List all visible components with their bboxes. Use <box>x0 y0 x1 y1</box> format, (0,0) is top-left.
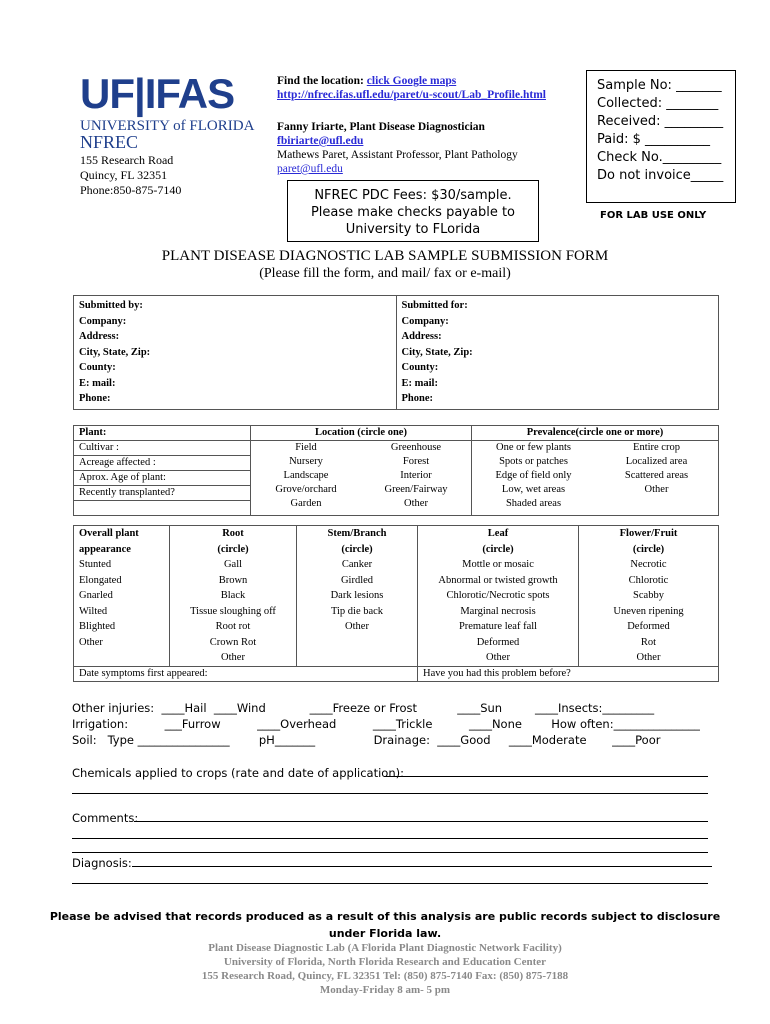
plant-info-table <box>73 425 719 516</box>
diagnosis-label: Diagnosis: <box>72 856 132 870</box>
find-label: Find the location: <box>277 75 364 87</box>
footer <box>0 941 770 997</box>
root-header: (circle) <box>217 543 249 555</box>
footer-line: Monday-Friday 8 am- 5 pm <box>319 984 451 996</box>
address-line: 155 Research Road <box>80 153 174 167</box>
date-symptoms-field[interactable] <box>74 666 418 681</box>
root-option[interactable]: Crown Rot <box>209 636 257 648</box>
fees-line: University to FLorida <box>345 222 481 237</box>
overall-option[interactable]: Gnarled <box>79 590 113 601</box>
irrigation-line[interactable]: Irrigation: ___Furrow ____Overhead ____Trickle ____None How often:_______________ <box>72 717 700 731</box>
lab-profile-link[interactable]: http://nfrec.ifas.ufl.edu/paret/u-scout/Lab_Profile.html <box>277 89 546 101</box>
comments-input-line[interactable] <box>72 852 708 853</box>
unit-name: NFREC <box>80 132 139 152</box>
flower-header: (circle) <box>632 543 665 555</box>
fees-line: Please make checks payable to <box>310 205 516 220</box>
overall-option[interactable]: Wilted <box>79 605 108 617</box>
cultivar-field[interactable]: Cultivar : <box>74 441 250 456</box>
professor-email-link[interactable]: paret@ufl.edu <box>277 163 343 175</box>
leaf-header: Leaf <box>487 528 509 539</box>
soil-line[interactable]: Soil: Type ________________ pH_______ Drainage: ____Good ____Moderate ____Poor <box>72 733 661 747</box>
overall-column <box>74 526 170 667</box>
submitted-by-label: Submitted by: <box>79 300 143 311</box>
plant-fields-column <box>74 426 251 516</box>
address-label: Address: <box>401 331 442 342</box>
root-option[interactable]: Gall <box>223 559 243 570</box>
location-option[interactable]: Greenhouse <box>390 442 442 453</box>
leaf-option[interactable]: Chlorotic/Necrotic spots <box>446 590 550 601</box>
collected-field: Collected: ________ <box>597 96 719 111</box>
stem-option[interactable]: Other <box>345 621 369 632</box>
comments-input-line[interactable] <box>134 821 708 822</box>
email-label: E: mail: <box>401 377 438 389</box>
stem-option[interactable]: Canker <box>341 559 373 570</box>
public-records-notice <box>0 908 770 942</box>
stem-header: (circle) <box>341 543 373 555</box>
notice-line: under Florida law. <box>328 927 442 940</box>
overall-option[interactable]: Blighted <box>79 621 116 632</box>
form-title: PLANT DISEASE DIAGNOSTIC LAB SAMPLE SUBMISSION FORM <box>161 248 609 264</box>
contacts <box>277 120 518 176</box>
stem-column <box>297 526 418 667</box>
root-option[interactable]: Black <box>220 590 246 601</box>
stem-option[interactable]: Girdled <box>340 574 374 586</box>
flower-option[interactable]: Scabby <box>633 590 664 601</box>
symptoms-table <box>73 525 719 682</box>
flower-column <box>579 526 719 667</box>
footer-line: 155 Research Road, Quincy, FL 32351 Tel: (850) 875-7140 Fax: (850) 875-7188 <box>201 970 569 982</box>
diagnostician-email-link[interactable]: fbiriarte@ufl.edu <box>277 135 364 147</box>
phone-label: Phone: <box>401 393 433 404</box>
overall-header: Overall plant <box>79 528 139 539</box>
location-info <box>277 74 546 102</box>
diagnosis-input-line[interactable] <box>132 866 712 867</box>
company-label: Company: <box>79 315 127 327</box>
city-state-zip-label: City, State, Zip: <box>79 346 151 358</box>
flower-option[interactable]: Uneven ripening <box>613 605 684 617</box>
leaf-option[interactable]: Other <box>486 652 510 663</box>
professor-name: Mathews Paret, Assistant Professor, Plant Pathology <box>277 149 518 161</box>
address-line: Quincy, FL 32351 <box>80 168 168 182</box>
leaf-option[interactable]: Premature leaf fall <box>458 621 538 632</box>
diagnostician-name: Fanny Iriarte, Plant Disease Diagnostician <box>277 121 485 133</box>
flower-option[interactable]: Deformed <box>627 621 670 632</box>
footer-line: Plant Disease Diagnostic Lab (A Florida Plant Diagnostic Network Facility) <box>208 942 562 954</box>
root-column <box>170 526 297 667</box>
flower-option[interactable]: Chlorotic <box>628 574 669 586</box>
had-problem-label: Have you had this problem before? <box>423 667 571 679</box>
prevalence-option[interactable]: One or few plants <box>496 442 571 453</box>
location-option[interactable]: Field <box>295 442 317 453</box>
leaf-column <box>418 526 579 667</box>
chemicals-input-line[interactable] <box>72 793 708 794</box>
stem-option[interactable]: Dark lesions <box>330 590 384 601</box>
leaf-option[interactable]: Deformed <box>476 636 520 648</box>
prevalence-option[interactable]: Localized area <box>625 456 688 467</box>
had-problem-field[interactable] <box>418 666 719 681</box>
transplanted-field[interactable]: Recently transplanted? <box>74 486 250 501</box>
submitted-for-label: Submitted for: <box>401 300 468 311</box>
contact-table <box>73 295 719 410</box>
root-header: Root <box>222 528 244 539</box>
fees-box <box>287 180 539 242</box>
acreage-field[interactable]: Acreage affected : <box>74 456 250 471</box>
flower-header: Flower/Fruit <box>619 528 678 539</box>
prevalence-option[interactable]: Scattered areas <box>624 470 689 481</box>
injury-line[interactable]: Other injuries: ____Hail ____Wind ____Freeze or Frost ____Sun ____Insects:_________ <box>72 701 655 715</box>
fees-line: NFREC PDC Fees: $30/sample. <box>314 188 512 203</box>
location-option[interactable]: Nursery <box>289 456 323 467</box>
lab-address <box>80 153 181 198</box>
comments-label: Comments: <box>72 811 139 825</box>
form-subtitle: (Please fill the form, and mail/ fax or e-mail) <box>259 266 511 281</box>
flower-option[interactable]: Necrotic <box>630 559 667 570</box>
logo-university: UNIVERSITY of FLORIDA <box>80 118 255 134</box>
stem-option[interactable]: Tip die back <box>330 605 384 617</box>
prevalence-option[interactable]: Shaded areas <box>505 498 562 509</box>
flower-option[interactable]: Other <box>636 652 661 663</box>
paid-field: Paid: $ __________ <box>597 132 711 147</box>
prevalence-option[interactable]: Entire crop <box>633 442 680 453</box>
leaf-option[interactable]: Mottle or mosaic <box>462 559 534 570</box>
location-option[interactable]: Other <box>404 498 428 509</box>
google-maps-link[interactable]: click Google maps <box>366 75 457 87</box>
root-option[interactable]: Root rot <box>215 621 251 632</box>
chemicals-input-line[interactable] <box>384 776 708 777</box>
location-option[interactable]: Interior <box>400 470 432 481</box>
location-option[interactable]: Landscape <box>283 470 329 481</box>
prevalence-option[interactable]: Edge of field only <box>495 470 572 481</box>
county-label: County: <box>401 362 439 373</box>
prevalence-option[interactable]: Spots or patches <box>499 456 568 467</box>
leaf-option[interactable]: Marginal necrosis <box>460 605 536 617</box>
location-option[interactable]: Grove/orchard <box>275 484 337 495</box>
do-not-invoice-field: Do not invoice_____ <box>597 168 724 183</box>
submitted-by-column[interactable] <box>74 296 397 410</box>
flower-option[interactable]: Rot <box>640 636 657 648</box>
leaf-header: (circle) <box>482 543 514 555</box>
prevalence-option[interactable]: Other <box>644 484 669 495</box>
overall-option[interactable]: Other <box>79 636 103 648</box>
notice-line: Please be advised that records produced as a result of this analysis are public records subject to disclosure <box>49 910 721 923</box>
prevalence-option[interactable]: Low, wet areas <box>501 484 566 495</box>
overall-header: appearance <box>79 543 131 555</box>
check-no-field: Check No._________ <box>597 150 722 165</box>
diagnosis-input-line[interactable] <box>72 883 708 884</box>
county-label: County: <box>79 362 116 373</box>
age-field[interactable]: Aprox. Age of plant: <box>74 471 250 486</box>
prevalence-header: Prevalence(circle one or more) <box>472 426 718 441</box>
location-option[interactable]: Garden <box>290 498 322 509</box>
comments-input-line[interactable] <box>72 838 708 839</box>
location-column <box>251 426 472 516</box>
plant-field[interactable]: Plant: <box>74 426 250 441</box>
lab-use-caption: FOR LAB USE ONLY <box>600 210 707 221</box>
email-label: E: mail: <box>79 377 116 389</box>
root-option[interactable]: Tissue sloughing off <box>190 605 276 617</box>
logo-wordmark: UF|IFAS <box>80 70 235 117</box>
location-option[interactable]: Green/Fairway <box>384 484 448 495</box>
lab-use-box <box>586 70 736 203</box>
stem-header: Stem/Branch <box>327 528 387 539</box>
root-option[interactable]: Brown <box>218 574 248 586</box>
city-state-zip-label: City, State, Zip: <box>401 346 473 358</box>
received-field: Received: _________ <box>597 114 724 129</box>
phone-label: Phone: <box>79 393 111 404</box>
location-header: Location (circle one) <box>251 426 471 441</box>
leaf-option[interactable]: Abnormal or twisted growth <box>438 574 558 586</box>
chemicals-label: Chemicals applied to crops (rate and date of application): <box>72 766 404 780</box>
address-label: Address: <box>79 331 120 342</box>
prevalence-column <box>472 426 719 516</box>
uf-ifas-logo <box>80 72 254 134</box>
address-line: Phone:850-875-7140 <box>80 183 182 197</box>
overall-option[interactable]: Stunted <box>79 559 112 570</box>
sample-no-field: Sample No: _______ <box>597 78 722 93</box>
overall-option[interactable]: Elongated <box>79 574 122 586</box>
submitted-for-column[interactable] <box>396 296 719 410</box>
company-label: Company: <box>401 315 449 327</box>
root-option[interactable]: Other <box>221 652 245 663</box>
footer-line: University of Florida, North Florida Research and Education Center <box>223 956 547 968</box>
date-symptoms-label: Date symptoms first appeared: <box>79 667 208 679</box>
location-option[interactable]: Forest <box>402 456 430 467</box>
